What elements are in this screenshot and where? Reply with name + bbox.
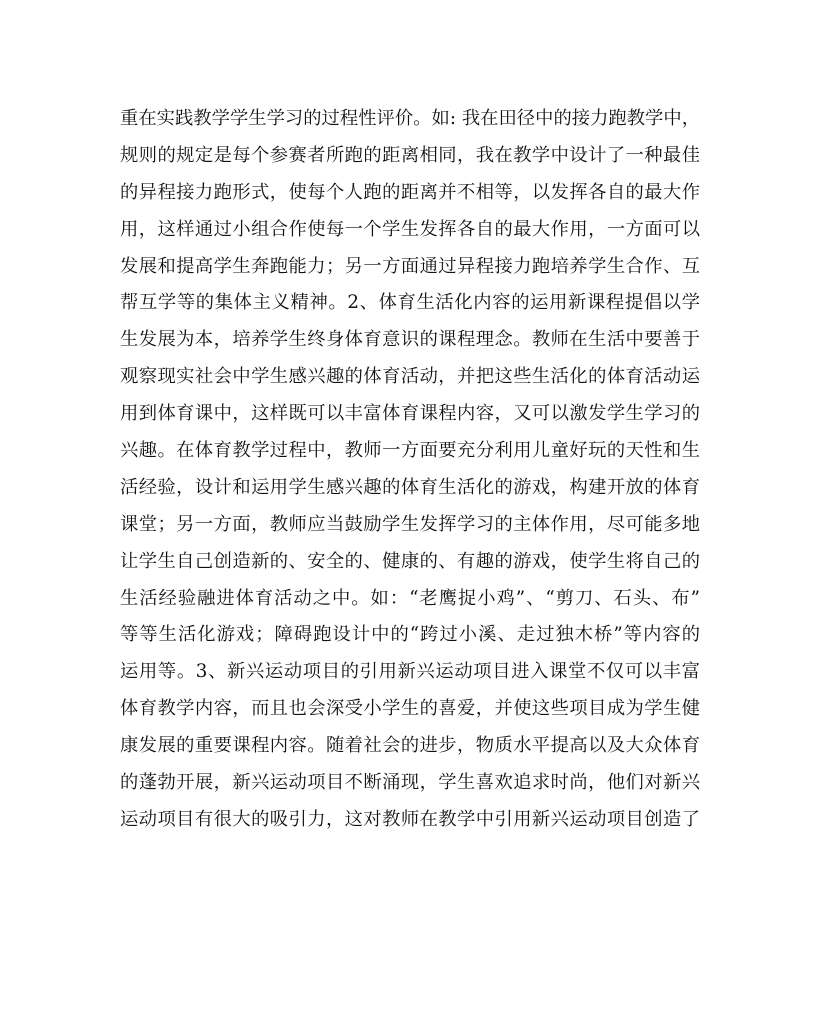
text-line: 观察现实社会中学生感兴趣的体育活动，并把这些生活化的体育活动运 [120, 366, 700, 388]
text-line: 等等生活化游戏；障碍跑设计中的“跨过小溪、走过独木桥”等内容的 [120, 624, 700, 646]
text-line: 运动项目有很大的吸引力，这对教师在教学中引用新兴运动项目创造了 [120, 808, 700, 830]
text-line: 课堂；另一方面，教师应当鼓励学生发挥学习的主体作用，尽可能多地 [120, 513, 700, 535]
text-line: 让学生自己创造新的、安全的、健康的、有趣的游戏，使学生将自己的 [120, 550, 700, 572]
text-line: 发展和提高学生奔跑能力；另一方面通过异程接力跑培养学生合作、互 [120, 255, 700, 277]
text-line: 运用等。3、新兴运动项目的引用新兴运动项目进入课堂不仅可以丰富 [120, 661, 700, 683]
text-line: 的蓬勃开展，新兴运动项目不断涌现，学生喜欢追求时尚，他们对新兴 [120, 772, 700, 794]
text-line: 的异程接力跑形式，使每个人跑的距离并不相等，以发挥各自的最大作 [120, 181, 700, 203]
text-line: 活经验，设计和运用学生感兴趣的体育生活化的游戏，构建开放的体育 [120, 476, 700, 498]
text-line: 重在实践教学学生学习的过程性评价。如: 我在田径中的接力跑教学中， [120, 108, 700, 129]
body-text [120, 101, 700, 839]
text-line: 用，这样通过小组合作使每一个学生发挥各自的最大作用，一方面可以 [120, 218, 700, 240]
text-line: 生活经验融进体育活动之中。如：“老鹰捉小鸡”、“剪刀、石头、布” [120, 587, 700, 609]
text-line: 用到体育课中，这样既可以丰富体育课程内容，又可以激发学生学习的 [120, 403, 700, 425]
text-line: 康发展的重要课程内容。随着社会的进步，物质水平提高以及大众体育 [120, 735, 700, 757]
text-line: 帮互学等的集体主义精神。2、体育生活化内容的运用新课程提倡以学 [120, 292, 700, 314]
text-line: 体育教学内容，而且也会深受小学生的喜爱，并使这些项目成为学生健 [120, 698, 700, 720]
text-line: 生发展为本，培养学生终身体育意识的课程理念。教师在生活中要善于 [120, 329, 700, 351]
text-line: 兴趣。在体育教学过程中，教师一方面要充分利用儿童好玩的天性和生 [120, 440, 700, 462]
text-line: 规则的规定是每个参赛者所跑的距离相同，我在教学中设计了一种最佳 [120, 144, 700, 166]
